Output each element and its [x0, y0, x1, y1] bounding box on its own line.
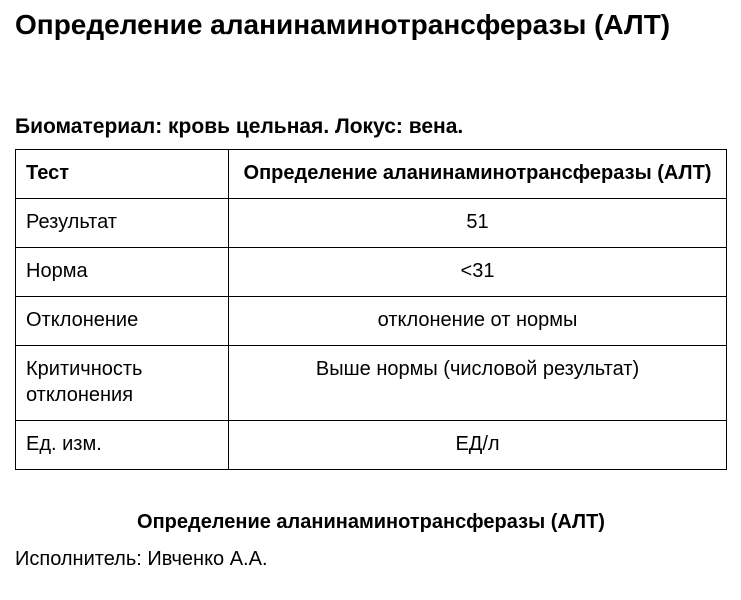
table-header-row — [16, 150, 727, 199]
row-label: Результат — [16, 199, 229, 248]
row-label: Ед. изм. — [16, 421, 229, 470]
table-caption: Определение аланинаминотрансферазы (АЛТ) — [137, 511, 605, 533]
table-row-units — [16, 421, 727, 470]
row-value: отклонение от нормы — [229, 297, 727, 346]
table-row-criticality — [16, 346, 727, 421]
row-label: Критичность отклонения — [16, 346, 229, 421]
table-row-result — [16, 199, 727, 248]
page-title: Определение аланинаминотрансферазы (АЛТ) — [15, 9, 671, 40]
row-value: 51 — [229, 199, 727, 248]
biomaterial-subtitle: Биоматериал: кровь цельная. Локус: вена. — [15, 115, 464, 138]
row-label: Отклонение — [16, 297, 229, 346]
row-value: Выше нормы (числовой результат) — [229, 346, 727, 421]
row-value: <31 — [229, 248, 727, 297]
performer-line: Исполнитель: Ивченко А.А. — [15, 548, 268, 570]
results-table — [15, 149, 727, 470]
header-test-name: Определение аланинаминотрансферазы (АЛТ) — [229, 150, 727, 199]
row-label: Норма — [16, 248, 229, 297]
header-test-label: Тест — [16, 150, 229, 199]
table-row-norm — [16, 248, 727, 297]
table-row-deviation — [16, 297, 727, 346]
row-value: ЕД/л — [229, 421, 727, 470]
